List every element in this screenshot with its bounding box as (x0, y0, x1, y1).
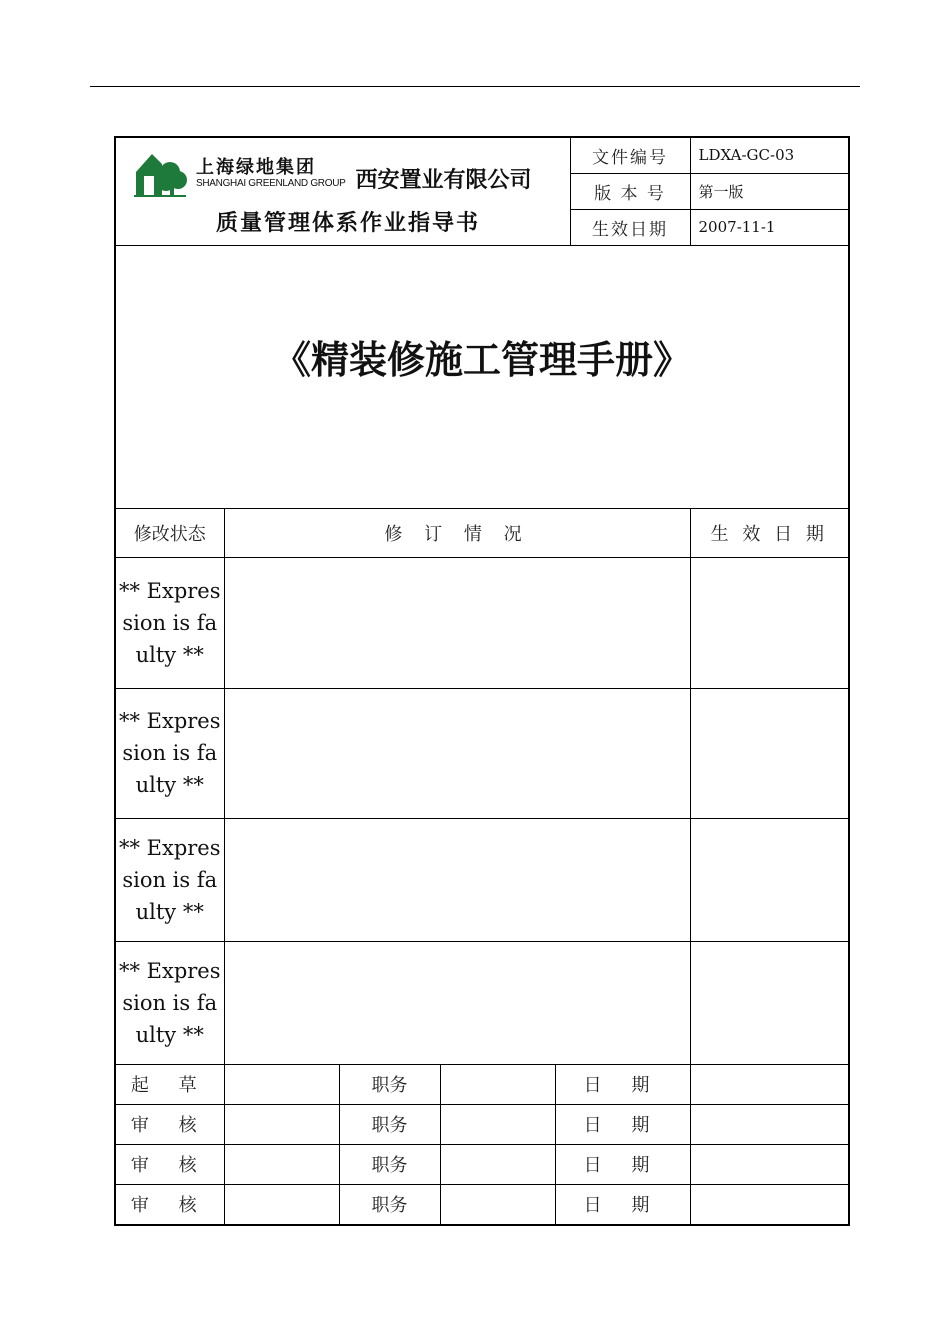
revision-state-cell: ** Expression is faulty ** (115, 818, 224, 941)
signoff-role: 审 核 (115, 1144, 224, 1184)
revision-date-cell[interactable] (690, 818, 849, 941)
signoff-row (115, 1064, 849, 1104)
table-row (115, 557, 849, 688)
signoff-position-cell[interactable] (440, 1064, 555, 1104)
signoff-row (115, 1144, 849, 1184)
signoff-position-label: 职务 (339, 1144, 440, 1184)
signoff-name-cell[interactable] (224, 1144, 339, 1184)
meta-value-doc-number: LDXA-GC-03 (690, 137, 849, 173)
signoff-date-cell[interactable] (690, 1144, 849, 1184)
logo-english-name: SHANGHAI GREENLAND GROUP (196, 178, 346, 189)
logo-text (196, 158, 346, 190)
document-title: 《精装修施工管理手册》 (115, 245, 849, 508)
revision-state-cell: ** Expression is faulty ** (115, 688, 224, 818)
system-title: 质量管理体系作业指导书 (216, 211, 481, 236)
signoff-row (115, 1184, 849, 1225)
signoff-role: 起 草 (115, 1064, 224, 1104)
signoff-date-label: 日 期 (555, 1104, 690, 1144)
revision-details-cell[interactable] (224, 818, 690, 941)
signoff-position-cell[interactable] (440, 1144, 555, 1184)
header-logo-cell (115, 137, 570, 245)
meta-label-version: 版 本 号 (570, 173, 690, 209)
header-revision-details: 修 订 情 况 (224, 508, 690, 557)
signoff-name-cell[interactable] (224, 1104, 339, 1144)
header-rule (90, 86, 860, 87)
signoff-name-cell[interactable] (224, 1184, 339, 1225)
document-cover-table (114, 136, 850, 1226)
table-row (115, 818, 849, 941)
greenland-logo-icon (132, 150, 188, 198)
signoff-date-cell[interactable] (690, 1064, 849, 1104)
signoff-date-cell[interactable] (690, 1184, 849, 1225)
signoff-date-label: 日 期 (555, 1184, 690, 1225)
signoff-date-label: 日 期 (555, 1144, 690, 1184)
revision-date-cell[interactable] (690, 688, 849, 818)
signoff-position-cell[interactable] (440, 1104, 555, 1144)
table-row (115, 688, 849, 818)
header-revision-state: 修改状态 (115, 508, 224, 557)
revision-details-cell[interactable] (224, 557, 690, 688)
meta-label-doc-number: 文件编号 (570, 137, 690, 173)
meta-value-version: 第一版 (690, 173, 849, 209)
company-name: 西安置业有限公司 (355, 167, 532, 193)
revision-details-cell[interactable] (224, 688, 690, 818)
meta-label-effective-date: 生效日期 (570, 209, 690, 245)
table-row (115, 941, 849, 1064)
signoff-name-cell[interactable] (224, 1064, 339, 1104)
revision-date-cell[interactable] (690, 557, 849, 688)
revision-details-cell[interactable] (224, 941, 690, 1064)
signoff-date-label: 日 期 (555, 1064, 690, 1104)
signoff-position-label: 职务 (339, 1064, 440, 1104)
signoff-position-cell[interactable] (440, 1184, 555, 1225)
signoff-role: 审 核 (115, 1104, 224, 1144)
revision-state-cell: ** Expression is faulty ** (115, 557, 224, 688)
signoff-role: 审 核 (115, 1184, 224, 1225)
header-effective-date: 生 效 日 期 (690, 508, 849, 557)
company-logo (132, 150, 532, 198)
signoff-position-label: 职务 (339, 1104, 440, 1144)
signoff-date-cell[interactable] (690, 1104, 849, 1144)
revision-date-cell[interactable] (690, 941, 849, 1064)
signoff-row (115, 1104, 849, 1144)
logo-chinese-name: 上海绿地集团 (196, 157, 316, 178)
revision-state-cell: ** Expression is faulty ** (115, 941, 224, 1064)
meta-value-effective-date: 2007-11-1 (690, 209, 849, 245)
signoff-position-label: 职务 (339, 1184, 440, 1225)
